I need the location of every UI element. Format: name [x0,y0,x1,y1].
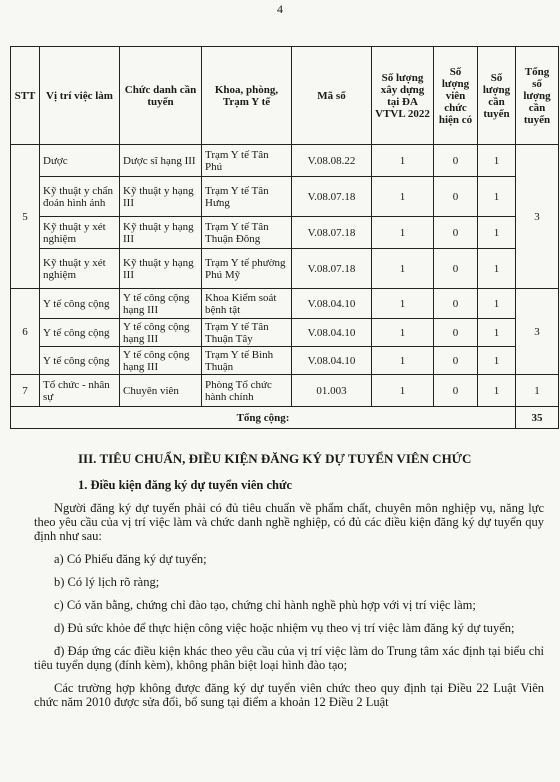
position-cell: Kỹ thuật y xét nghiệm [40,217,120,249]
current-cell: 0 [434,347,478,375]
group-total-cell: 1 [516,375,559,407]
planned-cell: 1 [372,249,434,289]
code-cell: V.08.07.18 [292,249,372,289]
needed-cell: 1 [478,177,516,217]
stt-cell: 7 [11,375,40,407]
planned-cell: 1 [372,145,434,177]
code-cell: V.08.07.18 [292,177,372,217]
table-row [11,177,559,217]
stt-cell: 6 [11,289,40,375]
page-number: 4 [277,2,283,16]
position-cell: Dược [40,145,120,177]
current-cell: 0 [434,375,478,407]
current-cell: 0 [434,145,478,177]
planned-cell: 1 [372,375,434,407]
paragraph-intro: Người đăng ký dự tuyển phải có đủ tiêu chuẩn về phẩm chất, chuyên môn nghiệp vụ, năng lực theo yêu cầu của vị trí việc làm và chức danh nghề nghiệp, có đủ các điều kiện đăng ký dự tuyển quy định như sau: [34,501,544,543]
condition-a: a) Có Phiếu đăng ký dự tuyển; [54,552,207,566]
document-body [34,452,544,718]
position-cell: Y tế công cộng [40,289,120,319]
grand-total-row [11,407,559,429]
paragraph-exclusions: Các trường hợp không được đăng ký dự tuyển viên chức theo quy định tại Điều 22 Luật Viên chức năm 2010 được sửa đổi, bổ sung tại điểm a khoản 12 Điều 2 Luật [34,681,544,709]
position-cell: Y tế công cộng [40,319,120,347]
title-cell: Y tế công cộng hạng III [120,289,202,319]
condition-d: d) Đủ sức khỏe để thực hiện công việc hoặc nhiệm vụ theo vị trí việc làm đăng ký dự tuyển; [54,621,515,635]
needed-cell: 1 [478,319,516,347]
current-cell: 0 [434,217,478,249]
condition-c: c) Có văn bằng, chứng chỉ đào tạo, chứng chỉ hành nghề phù hợp với vị trí việc làm; [54,598,476,612]
position-cell: Y tế công cộng [40,347,120,375]
code-cell: V.08.08.22 [292,145,372,177]
position-cell: Kỹ thuật y xét nghiệm [40,249,120,289]
grand-total-label: Tổng cộng: [11,407,516,429]
needed-cell: 1 [478,289,516,319]
planned-cell: 1 [372,289,434,319]
needed-cell: 1 [478,145,516,177]
section-heading: III. TIÊU CHUẨN, ĐIỀU KIỆN ĐĂNG KÝ DỰ TUYỂN VIÊN CHỨC [78,451,472,466]
department-cell: Trạm Y tế Tân Thuận Đông [202,217,292,249]
code-cell: V.08.07.18 [292,217,372,249]
condition-b: b) Có lý lịch rõ ràng; [54,575,160,589]
needed-cell: 1 [478,249,516,289]
position-cell: Kỹ thuật y chẩn đoán hình ảnh [40,177,120,217]
table-row [11,375,559,407]
title-cell: Kỹ thuật y hạng III [120,177,202,217]
header-total: Tổng số lượng cần tuyển [516,47,559,145]
title-cell: Y tế công cộng hạng III [120,319,202,347]
department-cell: Trạm Y tế Tân Hưng [202,177,292,217]
table-row [11,347,559,375]
group-total-cell: 3 [516,289,559,375]
title-cell: Kỹ thuật y hạng III [120,217,202,249]
header-code: Mã số [292,47,372,145]
code-cell: V.08.04.10 [292,347,372,375]
header-stt: STT [11,47,40,145]
condition-dd: đ) Đáp ứng các điều kiện khác theo yêu cầu của vị trí việc làm do Trung tâm xác định tại biểu chỉ tiêu tuyển dụng (đính kèm), không phân biệt loại hình đào tạo; [34,644,544,672]
title-cell: Y tế công cộng hạng III [120,347,202,375]
header-position: Vị trí việc làm [40,47,120,145]
department-cell: Trạm Y tế Tân Thuận Tây [202,319,292,347]
department-cell: Trạm Y tế phường Phú Mỹ [202,249,292,289]
header-department: Khoa, phòng, Trạm Y tế [202,47,292,145]
current-cell: 0 [434,289,478,319]
code-cell: V.08.04.10 [292,319,372,347]
needed-cell: 1 [478,375,516,407]
department-cell: Phòng Tổ chức hành chính [202,375,292,407]
recruitment-table [10,46,559,429]
stt-cell: 5 [11,145,40,289]
needed-cell: 1 [478,217,516,249]
table-row [11,249,559,289]
needed-cell: 1 [478,347,516,375]
table-row [11,289,559,319]
department-cell: Khoa Kiểm soát bệnh tật [202,289,292,319]
table-row [11,145,559,177]
department-cell: Trạm Y tế Tân Phú [202,145,292,177]
table-row [11,217,559,249]
header-current: Số lượng viên chức hiện có [434,47,478,145]
title-cell: Chuyên viên [120,375,202,407]
planned-cell: 1 [372,347,434,375]
code-cell: V.08.04.10 [292,289,372,319]
planned-cell: 1 [372,319,434,347]
current-cell: 0 [434,249,478,289]
header-planned: Số lượng xây dựng tại ĐA VTVL 2022 [372,47,434,145]
code-cell: 01.003 [292,375,372,407]
table-row [11,319,559,347]
planned-cell: 1 [372,177,434,217]
title-cell: Dược sĩ hạng III [120,145,202,177]
department-cell: Trạm Y tế Bình Thuận [202,347,292,375]
planned-cell: 1 [372,217,434,249]
title-cell: Kỹ thuật y hạng III [120,249,202,289]
current-cell: 0 [434,177,478,217]
position-cell: Tổ chức - nhân sự [40,375,120,407]
grand-total-value: 35 [516,407,559,429]
subsection-heading: 1. Điều kiện đăng ký dự tuyển viên chức [78,478,292,492]
group-total-cell: 3 [516,145,559,289]
header-needed: Số lượng cần tuyển [478,47,516,145]
current-cell: 0 [434,319,478,347]
header-title: Chức danh cần tuyển [120,47,202,145]
